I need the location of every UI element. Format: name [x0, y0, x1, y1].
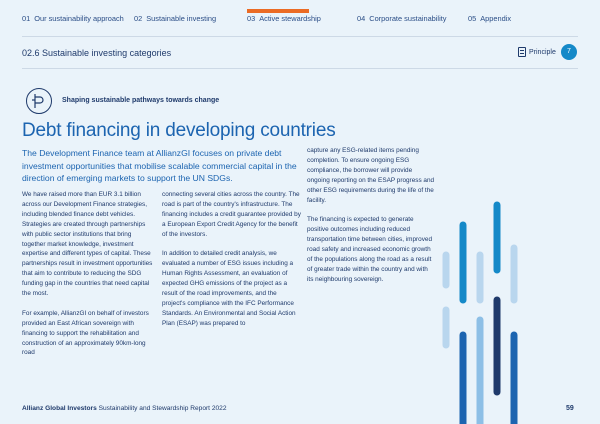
- paragraph: We have raised more than EUR 3.1 billion across our Development Finance strategies, including blended finance debt vehicles. Strategies are created through partnerships with public sector institutions that bring together market knowledge, investment expertise and different types of capital. These partnerships result in investment opportunities that aim to contribute to reducing the SDG funding gap in the countries that need capital the most.: [22, 191, 153, 298]
- page-number: 59: [566, 405, 574, 412]
- nav-label: Corporate sustainability: [369, 14, 447, 23]
- article-headline: Debt financing in developing countries: [22, 120, 336, 141]
- nav-number: 04: [357, 14, 366, 23]
- nav-label: Active stewardship: [259, 14, 321, 23]
- nav-number: 05: [468, 14, 477, 23]
- article-lead: The Development Finance team at AllianzGI focuses on private debt investment opportunities that mobilise scalable commercial capital in the direction of emerging markets to support the UN SDGs.: [22, 148, 297, 184]
- paragraph: For example, AllianzGI on behalf of investors provided an East African sovereign with financing to support the rehabilitation and construction of an approximately 90km-long road: [22, 309, 149, 357]
- paragraph: connecting several cities across the country. The road is part of the country's infrastructure. The financing includes a credit guarantee provided by a European Export Credit Agency for the benefit of the investors.: [162, 191, 301, 238]
- paragraph: The financing is expected to generate positive outcomes including reduced transportation time between cities, improved road safety and increased economic growth of the populations along the road as a result of greater trade within the country and with its neighbouring sovereign.: [307, 216, 433, 283]
- nav-number: 01: [22, 14, 31, 23]
- nav-label: Sustainable investing: [146, 14, 217, 23]
- principle-label: Principle: [529, 48, 556, 56]
- nav-number: 03: [247, 14, 256, 23]
- paragraph: capture any ESG-related items pending completion. To ensure ongoing ESG compliance, the borrower will provide ongoing reporting on the ESAP progress and other ESG requirements during the life of the facility.: [307, 147, 435, 204]
- footer-report: Sustainability and Stewardship Report 2022: [98, 405, 227, 412]
- section-title: 02.6 Sustainable investing categories: [22, 48, 172, 58]
- nav-label: Appendix: [480, 14, 512, 23]
- nav-number: 02: [134, 14, 143, 23]
- tagline: Shaping sustainable pathways towards change: [62, 97, 220, 104]
- principle-number-badge[interactable]: 7: [561, 44, 577, 60]
- nav-label: Our sustainability approach: [34, 14, 124, 23]
- paragraph: In addition to detailed credit analysis, we evaluated a number of ESG issues including a Human Rights Assessment, an evaluation of expected GHG emissions of the project as a result of the road improvements, and the project's compliance with the IFC Performance Standards. An Environmental and Social Action Plan (ESAP) was prepared to: [162, 250, 296, 327]
- footer-brand: Allianz Global Investors: [22, 405, 97, 412]
- footer-citation: [22, 405, 227, 412]
